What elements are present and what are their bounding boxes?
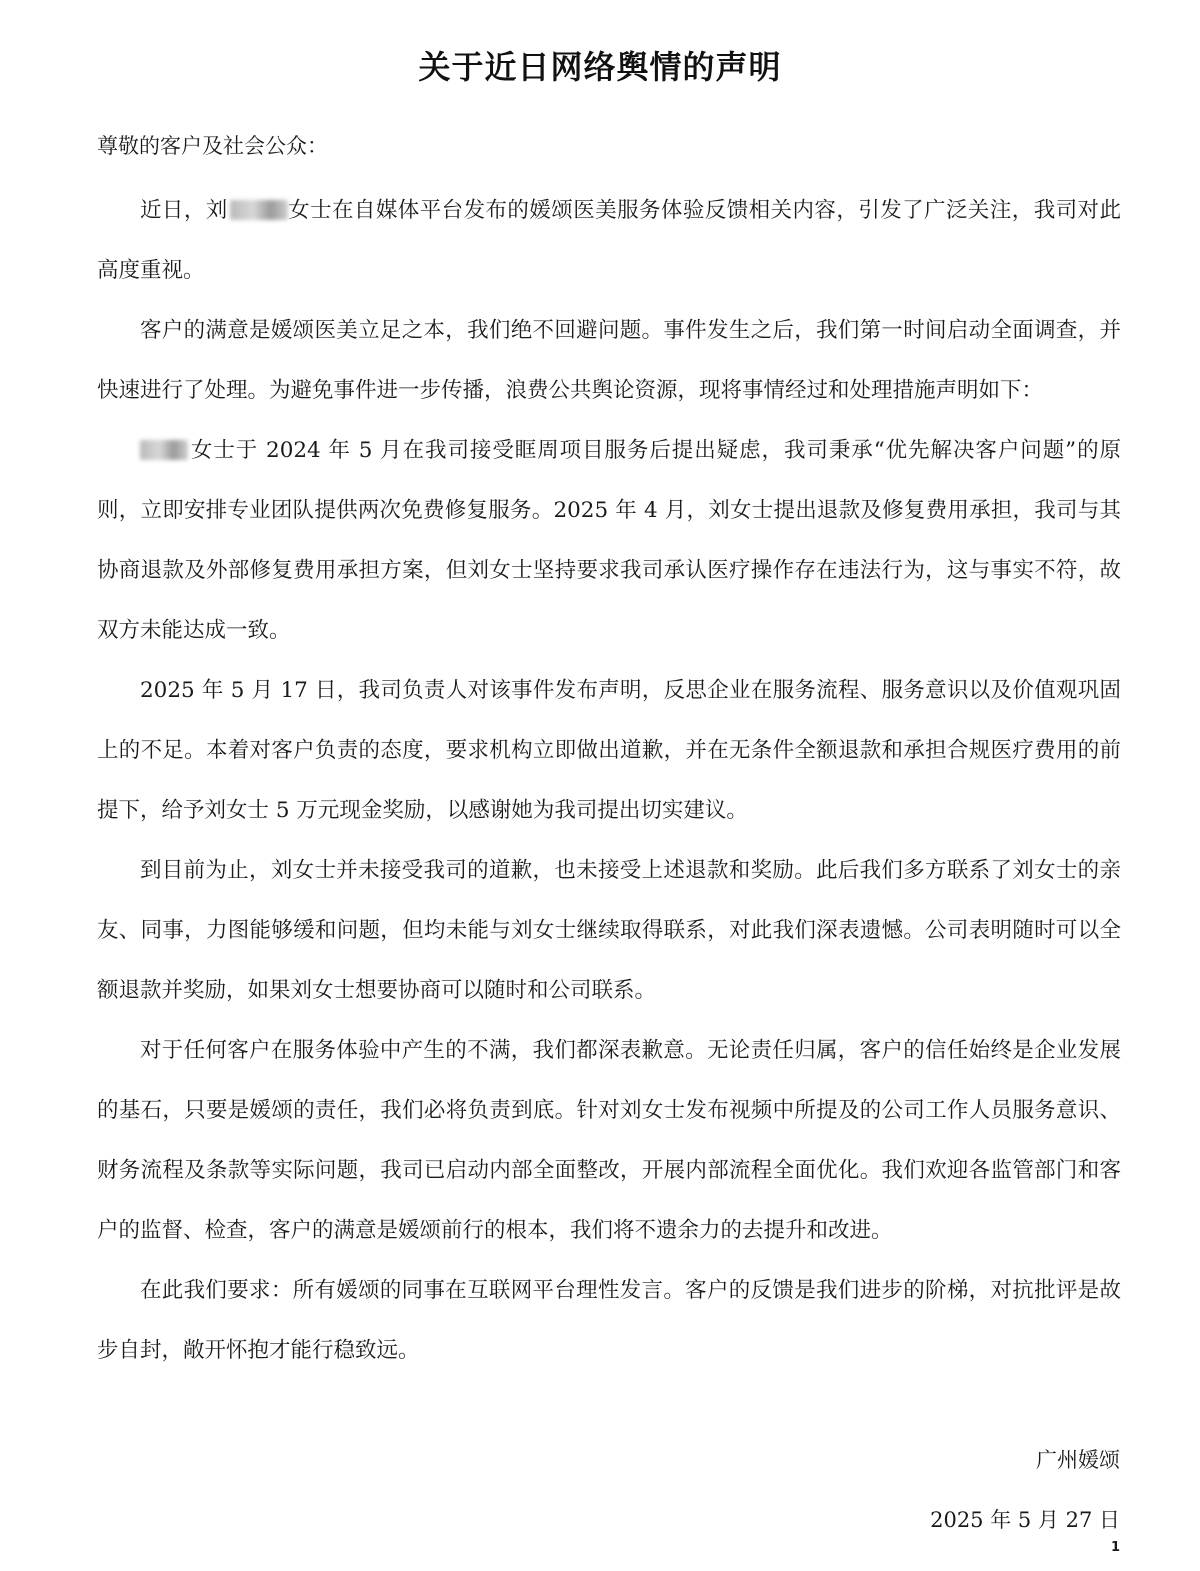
paragraph-1-start: 近日，刘 xyxy=(140,198,228,223)
paragraph-3-rest: 女士于 2024 年 5 月在我司接受眶周项目服务后提出疑虑，我司秉承“优先解决客户问题”的原则，立即安排专业团队提供两次免费修复服务。2025 年 4 月，刘女士提出退款及修复费用承担，我司与其协商退款及外部修复费用承担方案，但刘女士坚持要求我司承认医疗操作存在违法行为，这与事实不符，故双方未能达成一致。 xyxy=(97,438,1121,643)
paragraph-7: 在此我们要求：所有媛颂的同事在互联网平台理性发言。客户的反馈是我们进步的阶梯，对抗批评是故步自封，敞开怀抱才能行稳致远。 xyxy=(97,1278,1121,1363)
page-number: 1 xyxy=(1110,1540,1120,1555)
document-body xyxy=(97,181,1121,1381)
document-title: 关于近日网络舆情的声明 xyxy=(418,48,782,86)
paragraph-5: 到目前为止，刘女士并未接受我司的道歉，也未接受上述退款和奖励。此后我们多方联系了刘女士的亲友、同事，力图能够缓和问题，但均未能与刘女士继续取得联系，对此我们深表遗憾。公司表明随时可以全额退款并奖励，如果刘女士想要协商可以随时和公司联系。 xyxy=(97,858,1121,1003)
paragraph-1-rest: 女士在自媒体平台发布的媛颂医美服务体验反馈相关内容，引发了广泛关注，我司对此高度重视。 xyxy=(97,198,1121,283)
paragraph-2: 客户的满意是媛颂医美立足之本，我们绝不回避问题。事件发生之后，我们第一时间启动全面调查，并快速进行了处理。为避免事件进一步传播，浪费公共舆论资源，现将事情经过和处理措施声明如下： xyxy=(97,318,1121,403)
paragraph-6: 对于任何客户在服务体验中产生的不满，我们都深表歉意。无论责任归属，客户的信任始终是企业发展的基石，只要是媛颂的责任，我们必将负责到底。针对刘女士发布视频中所提及的公司工作人员服务意识、财务流程及条款等实际问题，我司已启动内部全面整改，开展内部流程全面优化。我们欢迎各监管部门和客户的监督、检查，客户的满意是媛颂前行的根本，我们将不遗余力的去提升和改进。 xyxy=(97,1038,1121,1243)
paragraph-3 xyxy=(97,421,1121,661)
paragraph-1 xyxy=(97,181,1121,301)
redacted-name xyxy=(140,440,188,460)
statement-date: 2025 年 5 月 27 日 xyxy=(930,1508,1120,1532)
signature: 广州媛颂 xyxy=(1036,1448,1120,1472)
redacted-name xyxy=(230,200,288,220)
salutation: 尊敬的客户及社会公众： xyxy=(97,134,328,158)
paragraph-4: 2025 年 5 月 17 日，我司负责人对该事件发布声明，反思企业在服务流程、服务意识以及价值观巩固上的不足。本着对客户负责的态度，要求机构立即做出道歉，并在无条件全额退款和承担合规医疗费用的前提下，给予刘女士 5 万元现金奖励，以感谢她为我司提出切实建议。 xyxy=(97,678,1121,823)
